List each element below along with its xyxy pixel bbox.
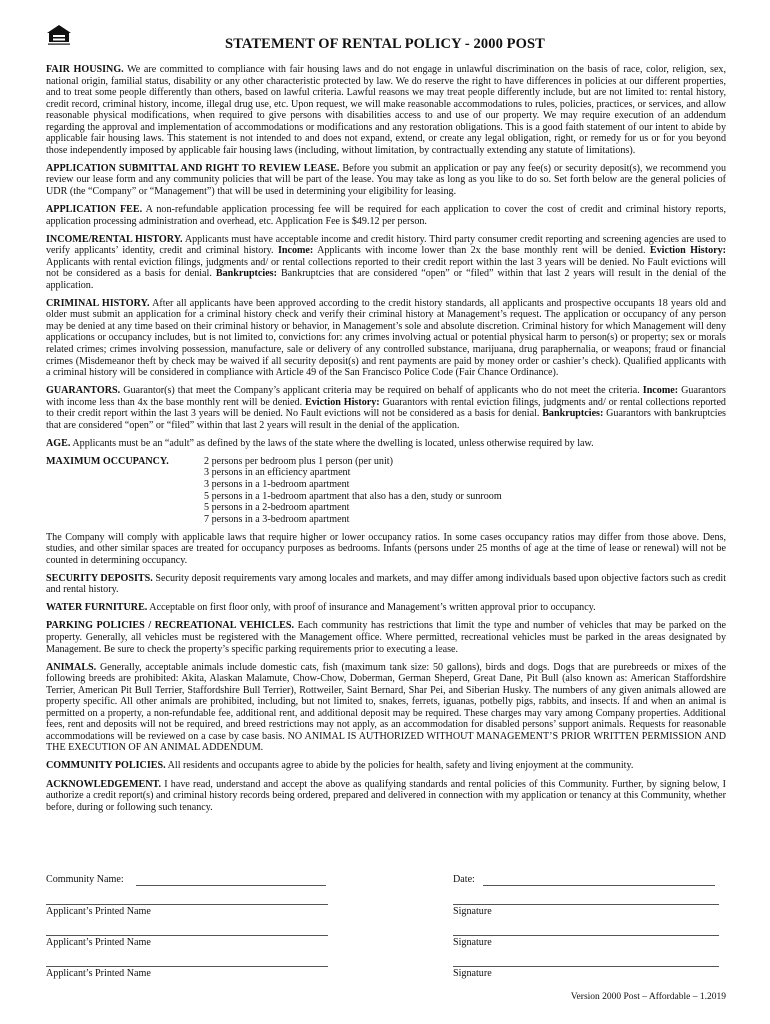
section-text: Acceptable on first floor only, with proof of insurance and Management’s written approval prior to occupancy. (149, 602, 596, 614)
applicant-printed-name-label: Applicant’s Printed Name (46, 906, 151, 917)
section-text: Bankruptcies that are considered “open” or “filed” within that last 2 years will result in the denial of the application. (46, 268, 727, 291)
animals-section (46, 662, 726, 754)
section-text: Guarantors with bankruptcies that are considered “open” or “filed” within that last 2 years will result in the denial of the application. (46, 408, 726, 431)
policy-body (46, 64, 726, 820)
date-label: Date: (453, 874, 475, 885)
section-heading: APPLICATION SUBMITTAL AND RIGHT TO REVIEW LEASE. (46, 162, 340, 174)
signature-label: Signature (453, 968, 492, 979)
section-text: Applicants with income lower than 2x the base monthly rent will be denied. (317, 245, 646, 257)
fair-housing-section (46, 64, 726, 156)
section-text: Applicants with rental eviction filings, judgments and/ or rental collections reported to their credit report within the last 3 years will be denied. No Fault evictions will not be considered as a basis for denial. (46, 256, 726, 280)
section-heading: FAIR HOUSING. (46, 64, 124, 75)
occupancy-note: The Company will comply with applicable laws that require higher or lower occupancy ratios. In some cases occupancy ratios may differ from those above. Dens, studies, and other similar spaces are treated for occupancy purposes as bedrooms. Infants (persons under 25 months of age at the time of lease or renewal) will not be counted in determining occupancy. (46, 531, 726, 566)
application-submittal-section (46, 163, 726, 198)
signature-field-2[interactable] (453, 935, 719, 936)
section-heading: COMMUNITY POLICIES. (46, 760, 166, 772)
water-furniture-section (46, 602, 726, 614)
eviction-history-label: Eviction History: (649, 245, 727, 257)
occupancy-item: 3 persons in an efficiency apartment (204, 467, 351, 479)
income-label: Income: (277, 245, 314, 257)
bankruptcies-label: Bankruptcies: (542, 408, 604, 420)
eviction-history-label: Eviction History: (304, 396, 380, 408)
section-heading: MAXIMUM OCCUPANCY. (46, 455, 169, 467)
income-rental-history-section (46, 234, 726, 292)
applicant-printed-name-label: Applicant’s Printed Name (46, 937, 151, 948)
occupancy-item: 3 persons in a 1-bedroom apartment (204, 479, 350, 490)
income-label: Income: (642, 385, 679, 397)
security-deposits-section (46, 573, 726, 596)
section-text: Each community has restrictions that limit the type and number of vehicles that may be parked on the property. Generally, all vehicles must be registered with the Management office. Where permitted, recreational vehicles must be parked in the areas designated by Management. Be sure to check the property’s specific parking requirements prior to executing a lease. (46, 620, 727, 655)
section-text: After all applicants have been approved according to the credit history standards, all applicants and prospective occupants 18 years old and older must submit an application for a criminal history check and verify their criminal history at Management’s request. The application or occupancy of any person may be denied at any time based on their criminal history or behavior, in Management’s sole and absolute discretion. Criminal history for which Management will deny applications or occupancy includes, but is not limited to, convictions for: any crimes involving actual or potential physical harm to person(s) or property; sex or morals related crimes; crimes involving possession, manufacture, sale or delivery of any controlled substance, marijuana, drug paraphernalia, or weapons; fraud or financial crimes (Misdemeanor theft by check may be waived if all security deposit(s) and rent payments are paid by money order or cashier’s check). Qualified applicants with a criminal history will be considered in compliance with Article 49 of the San Francisco Police Code (Fair Chance Ordinance). (46, 297, 726, 379)
section-heading: WATER FURNITURE. (46, 602, 148, 614)
section-text: All residents and occupants agree to abide by the policies for health, safety and living enjoyment at the community. (167, 760, 634, 772)
section-text: Applicants must have acceptable income and credit history. Third party consumer credit reporting and screening agencies are used to verify applicants’ identity, credit and criminal history. (46, 233, 726, 257)
section-heading: AGE. (46, 437, 71, 449)
occupancy-item: 5 persons in a 1-bedroom apartment that also has a den, study or sunroom (204, 490, 502, 502)
version-footer: Version 2000 Post – Affordable – 1.2019 (570, 992, 726, 1002)
date-field[interactable] (483, 885, 715, 886)
community-policies-section (46, 760, 726, 772)
section-text: Security deposit requirements vary among locales and markets, and may differ among individuals based upon objective factors such as credit and rental history. (46, 572, 726, 596)
section-heading: ACKNOWLEDGEMENT. (46, 778, 162, 790)
section-text: Applicants must be an “adult” as defined by the laws of the state where the dwelling is located, unless otherwise required by law. (72, 437, 594, 449)
applicant-name-field-2[interactable] (46, 935, 328, 936)
section-text: Guarantor(s) that meet the Company’s applicant criteria may be required on behalf of applicants who do not meet the criteria. (123, 385, 640, 397)
section-text: We are committed to compliance with fair housing laws and do not engage in unlawful discrimination on the basis of race, color, religion, sex, national origin, familial status, disability or any other characteristic protected by law. We do reserve the right to have differences in policies at our different properties, and to treat some people differently than others, based on lawful criteria. Lawful reasons we may treat people differently include, but are not limited to: rental history, credit record, criminal history, income, illegal drug use, etc. Upon request, we will make reasonable accommodations to rules, policies, practices, or services, and allow reasonable physical modifications, when required to give persons with disabilities access to and use of our property. We may require execution of an addendum regarding the approval and implementation of accommodations or modifications and any restoration obligations. This is a good faith statement of our intent to abide by applicable fair housing laws. This statement is not intended to and does not expand, extend, or create any legal obligation, right, or remedy for us or for you beyond those independently imposed by applicable fair housing laws (including, without limitation, by contractually extending any statute of limitations). (46, 64, 726, 156)
criminal-history-section (46, 298, 726, 379)
signature-label: Signature (453, 937, 492, 948)
applicant-name-field-1[interactable] (46, 904, 328, 905)
section-heading: PARKING POLICIES / RECREATIONAL VEHICLES. (46, 620, 295, 632)
acknowledgement-section (46, 779, 726, 814)
section-text: A non-refundable application processing fee will be required for each application to cover the cost of credit and criminal history reports, application processing administration and overhead, etc. Application Fee is $49.12 per person. (46, 204, 726, 227)
guarantors-section (46, 385, 726, 431)
applicant-name-field-3[interactable] (46, 966, 328, 967)
occupancy-item: 7 persons in a 3-bedroom apartment (204, 513, 350, 525)
parking-section (46, 620, 726, 655)
page-title: STATEMENT OF RENTAL POLICY - 2000 POST (225, 36, 545, 52)
section-heading: GUARANTORS. (46, 385, 121, 397)
bankruptcies-label: Bankruptcies: (215, 268, 277, 280)
signature-field-1[interactable] (453, 904, 719, 905)
occupancy-list (204, 456, 502, 525)
section-heading: CRIMINAL HISTORY. (46, 297, 150, 309)
maximum-occupancy-section (46, 456, 726, 525)
signature-field-3[interactable] (453, 966, 719, 967)
occupancy-item: 2 persons per bedroom plus 1 person (per unit) (204, 455, 393, 467)
application-fee-section (46, 204, 726, 227)
section-heading: APPLICATION FEE. (46, 204, 143, 216)
section-heading: ANIMALS. (46, 661, 97, 673)
section-text: Generally, acceptable animals include domestic cats, fish (maximum tank size: 50 gallons), birds and dogs. Dogs that are purebreeds or mixes of the following breeds are prohibited: Akita, Alaskan Malamute, Chow-Chow, Doberman, German Sheperd, Great Dane, Pit Bull (also known as: American Staffordshire Terrier, American Pit Bull Terrier, Staffordshire Bull Terrier), Rottweiler, Saint Bernard, Shar Pei, and Siberian Husky. The numbers of any given animals allowed are property specific. All other animals are prohibited, including, but not limited to, snakes, ferrets, iguanas, potbelly pigs, rabbits, and insects. If and when an animal is permitted on a property, a non-refundable fee, additional rent, and additional deposit may be required. These charges may vary among Company properties. Additional fees, rent and deposits will not be required, and breed restrictions may not apply, as an accommodation for disabled persons’ support animals. Requests for reasonable accommodations will be reviewed on a case by case basis. NO ANIMAL IS AUTHORIZED WITHOUT MANAGEMENT’S PRIOR WRITTEN PERMISSION AND THE EXECUTION OF AN ANIMAL ADDENDUM. (46, 661, 726, 754)
occupancy-item: 5 persons in a 2-bedroom apartment (204, 502, 350, 514)
section-heading: SECURITY DEPOSITS. (46, 572, 153, 584)
section-text: Guarantors with income less than 4x the base monthly rent will be denied. (46, 385, 726, 408)
community-name-label: Community Name: (46, 874, 124, 885)
section-text: Before you submit an application or pay any fee(s) or security deposit(s), we recommend you review our lease form and any community policies that will be part of the lease. You may take as long as you like to do so. Set forth below are the general policies of UDR (the “Company” or “Management”) that will be used in determining your eligibility for leasing. (46, 162, 726, 197)
community-name-field[interactable] (136, 885, 326, 886)
section-heading: INCOME/RENTAL HISTORY. (46, 233, 183, 245)
section-text: Guarantors with rental eviction filings, judgments and/ or rental collections reported to their credit report within the last 3 years will be denied. No Fault evictions will not be considered as a basis for denial. (46, 396, 726, 420)
section-text: I have read, understand and accept the above as qualifying standards and rental policies of this Community. Further, by signing below, I authorize a credit report(s) and criminal history records being ordered, prepared and delivered in connection with my application or tenancy at this Community, whether before, during or following such tenancy. (46, 778, 726, 813)
applicant-printed-name-label: Applicant’s Printed Name (46, 968, 151, 979)
age-section (46, 438, 726, 450)
signature-label: Signature (453, 906, 492, 917)
